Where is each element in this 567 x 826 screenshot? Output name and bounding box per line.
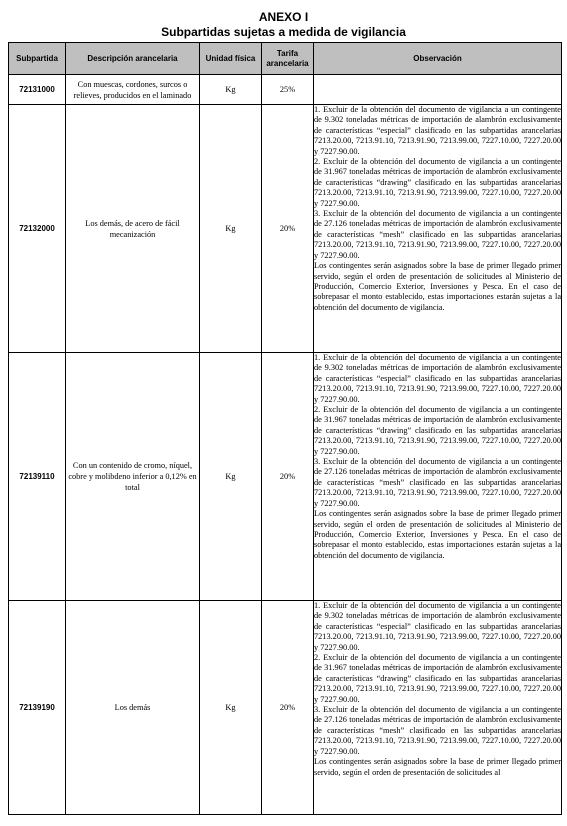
unit-cell: Kg [200, 75, 262, 105]
unit-cell: Kg [200, 105, 262, 353]
unit-cell: Kg [200, 353, 262, 601]
unit-cell: Kg [200, 601, 262, 815]
subpartida-code: 72132000 [9, 105, 66, 353]
table-row [9, 353, 562, 601]
observation-paragraph: 1. Excluir de la obtención del documento de vigilancia a un contingente de 9.302 toneladas métricas de importación de alambrón exclusivamente de características “especial” clasificado en las subpartidas arancelarias 7213.20.00, 7213.91.10, 7213.91.90, 7213.99.00, 7227.10.00, 7227.20.00 y 7227.90.00. [314, 353, 561, 404]
observation-cell [314, 353, 562, 601]
surveillance-table [8, 42, 562, 815]
observation-cell [314, 75, 562, 105]
observation-paragraph: 1. Excluir de la obtención del documento de vigilancia a un contingente de 9.302 toneladas métricas de importación de alambrón exclusivamente de características “especial” clasificado en las subpartidas arancelarias 7213.20.00, 7213.91.10, 7213.91.90, 7213.99.00, 7227.10.00, 7227.20.00 y 7227.90.00. [314, 601, 561, 652]
header-subpartida: Subpartida [9, 43, 66, 75]
description-cell: Los demás, de acero de fácil mecanización [66, 105, 200, 353]
table-row [9, 75, 562, 105]
annex-title: ANEXO I [258, 10, 309, 24]
observation-paragraph: Los contingentes serán asignados sobre la base de primer llegado primer servido, según el orden de presentación de solicitudes al Ministerio de Producción, Comercio Exterior, Inversiones y Pesca. En el caso de sobrepasar el monto establecido, estas importaciones estarán sujetas a la obtención del documento de vigilancia. [314, 261, 561, 312]
table-header-row [9, 43, 562, 75]
subpartida-code: 72139110 [9, 353, 66, 601]
subpartida-code: 72131000 [9, 75, 66, 105]
header-tarifa: Tarifa arancelaria [262, 43, 314, 75]
observation-paragraph: 3. Excluir de la obtención del documento de vigilancia a un contingente de 27.126 toneladas métricas de importación de alambrón exclusivamente de características “mesh” clasificado en las subpartidas arancelarias 7213.20.00, 7213.91.10, 7213.91.90, 7213.99.00, 7227.10.00, 7227.20.00 y 7227.90.00. [314, 705, 561, 756]
annex-subtitle: Subpartidas sujetas a medida de vigilancia [161, 25, 406, 39]
table-row [9, 601, 562, 815]
header-descripcion: Descripción arancelaria [66, 43, 200, 75]
observation-paragraph: 2. Excluir de la obtención del documento de vigilancia a un contingente de 31.967 toneladas métricas de importación de alambrón exclusivamente de características “drawing” clasificado en las subpartidas arancelarias 7213.20.00, 7213.91.10, 7213.91.90, 7213.99.00, 7227.10.00, 7227.20.00 y 7227.90.00. [314, 157, 561, 208]
observation-paragraph: 1. Excluir de la obtención del documento de vigilancia a un contingente de 9.302 toneladas métricas de importación de alambrón exclusivamente de características “especial” clasificado en las subpartidas arancelarias 7213.20.00, 7213.91.10, 7213.91.90, 7213.99.00, 7227.10.00, 7227.20.00 y 7227.90.00. [314, 105, 561, 156]
description-cell: Los demás [66, 601, 200, 815]
tariff-cell: 20% [262, 105, 314, 353]
observation-paragraph: Los contingentes serán asignados sobre la base de primer llegado primer servido, según el orden de presentación de solicitudes al [314, 757, 561, 777]
observation-paragraph: 3. Excluir de la obtención del documento de vigilancia a un contingente de 27.126 toneladas métricas de importación de alambrón exclusivamente de características “mesh” clasificado en las subpartidas arancelarias 7213.20.00, 7213.91.10, 7213.91.90, 7213.99.00, 7227.10.00, 7227.20.00 y 7227.90.00. [314, 209, 561, 260]
header-unidad: Unidad física [200, 43, 262, 75]
observation-paragraph: 2. Excluir de la obtención del documento de vigilancia a un contingente de 31.967 toneladas métricas de importación de alambrón exclusivamente de características “drawing” clasificado en las subpartidas arancelarias 7213.20.00, 7213.91.10, 7213.91.90, 7213.99.00, 7227.10.00, 7227.20.00 y 7227.90.00. [314, 653, 561, 704]
observation-paragraph: Los contingentes serán asignados sobre la base de primer llegado primer servido, según el orden de presentación de solicitudes al Ministerio de Producción, Comercio Exterior, Inversiones y Pesca. En el caso de sobrepasar el monto establecido, estas importaciones estarán sujetas a la obtención del documento de vigilancia. [314, 509, 561, 560]
header-observacion: Observación [314, 43, 562, 75]
observation-cell [314, 105, 562, 353]
observation-paragraph: 2. Excluir de la obtención del documento de vigilancia a un contingente de 31.967 toneladas métricas de importación de alambrón exclusivamente de características “drawing” clasificado en las subpartidas arancelarias 7213.20.00, 7213.91.10, 7213.91.90, 7213.99.00, 7227.10.00, 7227.20.00 y 7227.90.00. [314, 405, 561, 456]
observation-paragraph: 3. Excluir de la obtención del documento de vigilancia a un contingente de 27.126 toneladas métricas de importación de alambrón exclusivamente de características “mesh” clasificado en las subpartidas arancelarias 7213.20.00, 7213.91.10, 7213.91.90, 7213.99.00, 7227.10.00, 7227.20.00 y 7227.90.00. [314, 457, 561, 508]
description-cell: Con un contenido de cromo, níquel, cobre y molibdeno inferior a 0,12% en total [66, 353, 200, 601]
observation-cell [314, 601, 562, 815]
description-cell: Con muescas, cordones, surcos o relieves, producidos en el laminado [66, 75, 200, 105]
tariff-cell: 20% [262, 353, 314, 601]
tariff-cell: 20% [262, 601, 314, 815]
tariff-cell: 25% [262, 75, 314, 105]
subpartida-code: 72139190 [9, 601, 66, 815]
table-row [9, 105, 562, 353]
